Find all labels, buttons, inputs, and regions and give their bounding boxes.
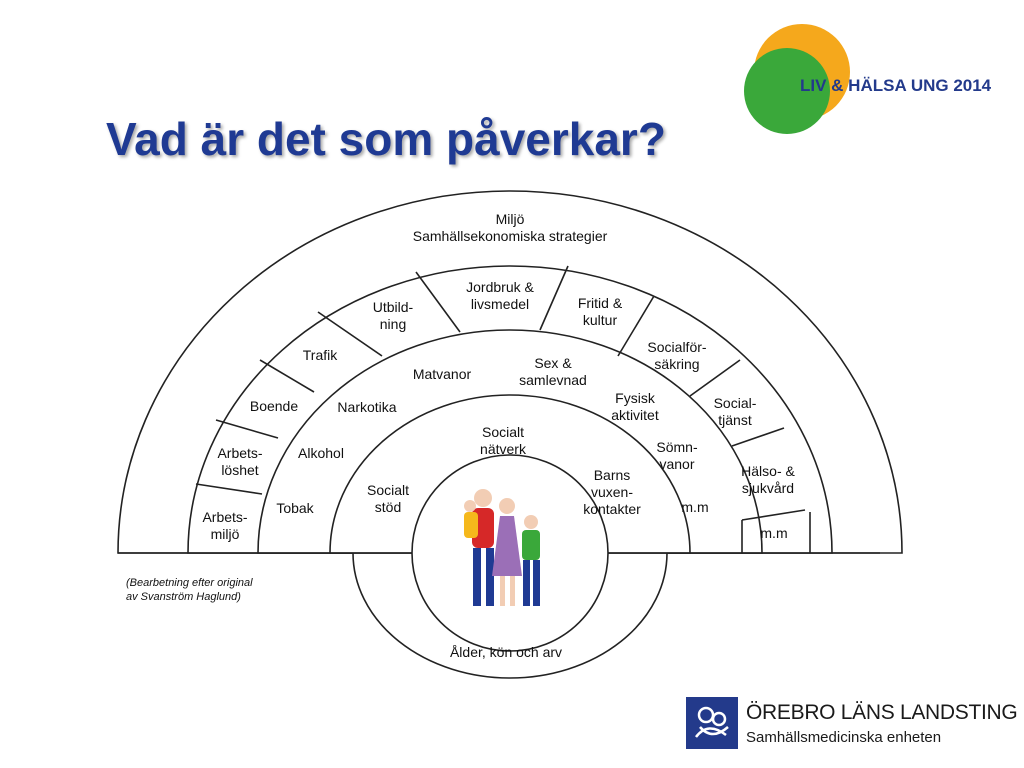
living-label: Socialför- [647, 339, 707, 355]
outer-label-line1: Miljö [495, 211, 525, 227]
organization-name: ÖREBRO LÄNS LANDSTING [746, 701, 1018, 724]
social-label: Socialt [481, 424, 525, 440]
social-label: Barns [593, 467, 631, 483]
lifestyle-label: Narkotika [337, 399, 397, 415]
living-label: sjukvård [741, 480, 795, 496]
lifestyle-label: Alkohol [298, 445, 344, 461]
social-label: stöd [374, 499, 402, 515]
event-logo-text: LIV & HÄLSA UNG 2014 [800, 76, 992, 95]
lifestyle-label: vanor [659, 456, 695, 472]
social-label: vuxen- [590, 484, 634, 500]
lifestyle-label: Tobak [276, 500, 314, 516]
lifestyle-label: Sex & [534, 355, 572, 371]
living-label: m.m [760, 525, 788, 541]
living-label: Social- [713, 395, 757, 411]
slide-title: Vad är det som påverkar? [106, 113, 666, 165]
lifestyle-label: Sömn- [656, 439, 698, 455]
source-note-line2: av Svanström Haglund) [126, 591, 241, 603]
living-label: Fritid & [577, 295, 623, 311]
living-label: löshet [221, 462, 259, 478]
living-label: Arbets- [217, 445, 263, 461]
source-note-line1: (Bearbetning efter original [126, 577, 253, 589]
lifestyle-label: aktivitet [611, 407, 659, 423]
living-label: Hälso- & [741, 463, 795, 479]
living-label: Boende [249, 398, 299, 414]
living-label: Trafik [302, 347, 338, 363]
living-label: Arbets- [202, 509, 248, 525]
living-label: säkring [654, 356, 700, 372]
lifestyle-label: m.m [681, 499, 709, 515]
outer-label-line2: Samhällsekonomiska strategier [412, 228, 608, 244]
living-label: miljö [210, 526, 240, 542]
social-label: nätverk [480, 441, 526, 457]
living-label: kultur [582, 312, 618, 328]
living-label: livsmedel [470, 296, 530, 312]
social-label: Socialt [366, 482, 410, 498]
social-label: kontakter [583, 501, 641, 517]
organization-emblem-icon [686, 697, 738, 749]
organization-logo [686, 697, 1016, 755]
living-label: ning [379, 316, 407, 332]
living-label: Utbild- [372, 299, 414, 315]
source-note [126, 576, 253, 604]
lifestyle-label: Matvanor [412, 366, 472, 382]
core-label: Ålder, kön och arv [449, 644, 563, 660]
organization-unit: Samhällsmedicinska enheten [746, 729, 942, 746]
living-label: tjänst [718, 412, 752, 428]
lifestyle-label: samlevnad [519, 372, 587, 388]
living-label: Jordbruk & [466, 279, 534, 295]
lifestyle-label: Fysisk [615, 390, 655, 406]
